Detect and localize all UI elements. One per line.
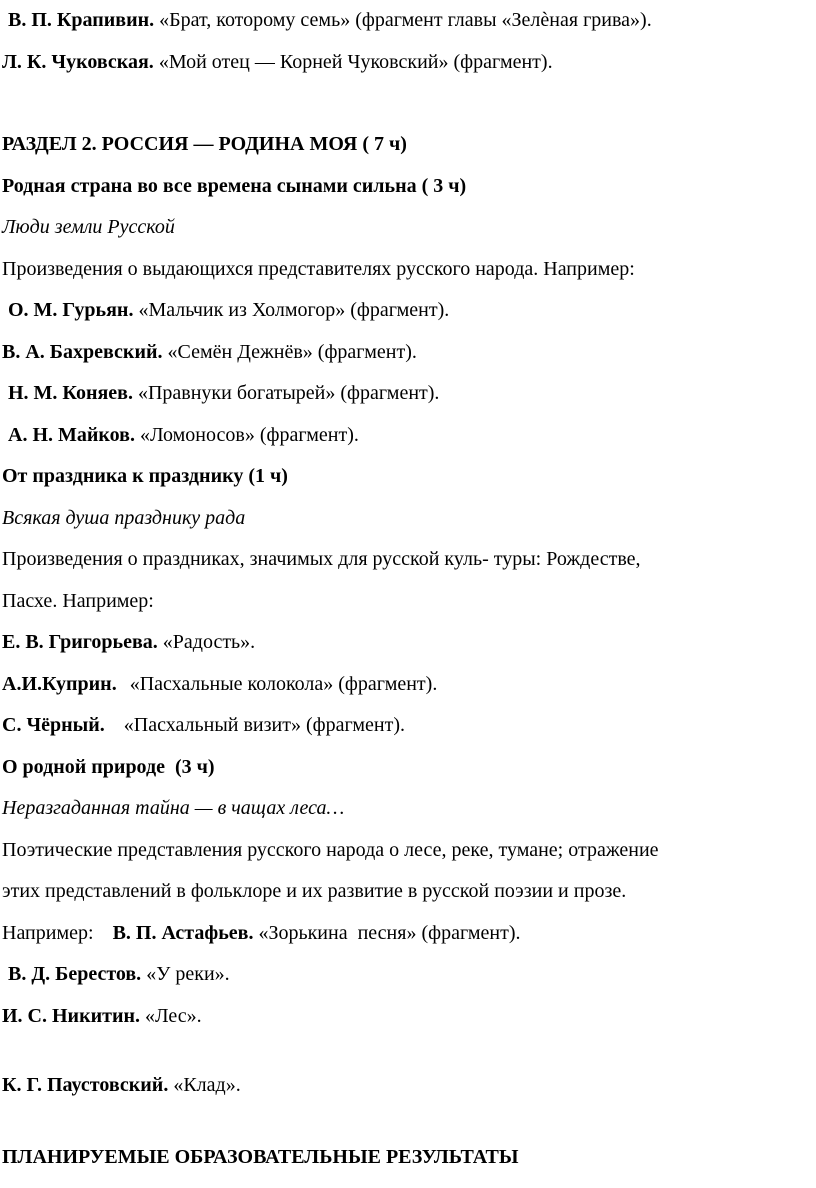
work-title: «Правнуки богатырей» (фрагмент). xyxy=(137,382,440,404)
entry-grigorieva xyxy=(2,630,255,654)
section-heading: ПЛАНИРУЕМЫЕ ОБРАЗОВАТЕЛЬНЫЕ РЕЗУЛЬТАТЫ xyxy=(2,1146,519,1168)
work-title: «Лес». xyxy=(145,1005,202,1027)
entry-cherny xyxy=(2,713,405,737)
author-name: Л. К. Чуковская. xyxy=(2,51,154,73)
author-name: Н. М. Коняев. xyxy=(8,382,133,404)
entry-maykov xyxy=(8,423,359,447)
entry-chukovskaya xyxy=(2,50,553,74)
section-heading: РАЗДЕЛ 2. РОССИЯ — РОДИНА МОЯ ( 7 ч) xyxy=(2,133,407,155)
paragraph-text: Пасхе. Например: xyxy=(2,590,154,612)
subsection-heading: От праздника к празднику (1 ч) xyxy=(2,465,288,487)
work-title: «Семён Дежнёв» (фрагмент). xyxy=(167,341,417,363)
author-name: В. Д. Берестов. xyxy=(8,963,142,985)
author-name: С. Чёрный. xyxy=(2,714,105,736)
subsection-heading: О родной природе (3 ч) xyxy=(2,756,215,778)
author-name: В. А. Бахревский. xyxy=(2,341,163,363)
work-title: «Ломоносов» (фрагмент). xyxy=(139,424,359,446)
entry-nikitin xyxy=(2,1004,202,1028)
entry-konyaev xyxy=(8,381,439,405)
entry-guryan xyxy=(8,298,449,322)
theme-subtitle: Всякая душа празднику рада xyxy=(2,507,246,529)
work-title: «Зорькина песня» (фрагмент). xyxy=(258,922,521,944)
author-name: И. С. Никитин. xyxy=(2,1005,140,1027)
theme-subtitle: Люди земли Русской xyxy=(2,216,175,238)
author-name: Е. В. Григорьева. xyxy=(2,631,158,653)
entry-bakhrevsky xyxy=(2,340,417,364)
example-prefix: Например: xyxy=(2,922,94,944)
entry-paustovsky xyxy=(2,1073,241,1097)
author-name: А.И.Куприн. xyxy=(2,673,117,695)
author-name: К. Г. Паустовский. xyxy=(2,1074,169,1096)
work-title: «Мой отец — Корней Чуковский» (фрагмент). xyxy=(158,51,553,73)
work-title: «Пасхальный визит» (фрагмент). xyxy=(123,714,406,736)
author-name: В. П. Крапивин. xyxy=(8,9,155,31)
work-title: «Пасхальные колокола» (фрагмент). xyxy=(129,673,438,695)
entry-berestov xyxy=(8,962,230,986)
work-title: «Брат, которому семь» (фрагмент главы «Зелѐная грива»). xyxy=(159,9,652,31)
entry-krapivin xyxy=(8,8,652,32)
paragraph-text: Произведения о выдающихся представителях русского народа. Например: xyxy=(2,258,635,280)
work-title: «Радость». xyxy=(162,631,256,653)
author-name: В. П. Астафьев. xyxy=(112,922,254,944)
work-title: «Клад». xyxy=(173,1074,241,1096)
entry-astafiev xyxy=(2,921,521,945)
author-name: А. Н. Майков. xyxy=(8,424,135,446)
paragraph-text: этих представлений в фольклоре и их развитие в русской поэзии и прозе. xyxy=(2,880,627,902)
paragraph-text: Поэтические представления русского народа о лесе, реке, тумане; отражение xyxy=(2,839,659,861)
subsection-heading: Родная страна во все времена сынами сильна ( 3 ч) xyxy=(2,175,467,197)
work-title: «У реки». xyxy=(146,963,230,985)
author-name: О. М. Гурьян. xyxy=(8,299,134,321)
work-title: «Мальчик из Холмогор» (фрагмент). xyxy=(138,299,450,321)
entry-kuprin xyxy=(2,672,437,696)
theme-subtitle: Неразгаданная тайна — в чащах леса… xyxy=(2,797,345,819)
paragraph-text: Произведения о праздниках, значимых для русской куль- туры: Рождестве, xyxy=(2,548,641,570)
